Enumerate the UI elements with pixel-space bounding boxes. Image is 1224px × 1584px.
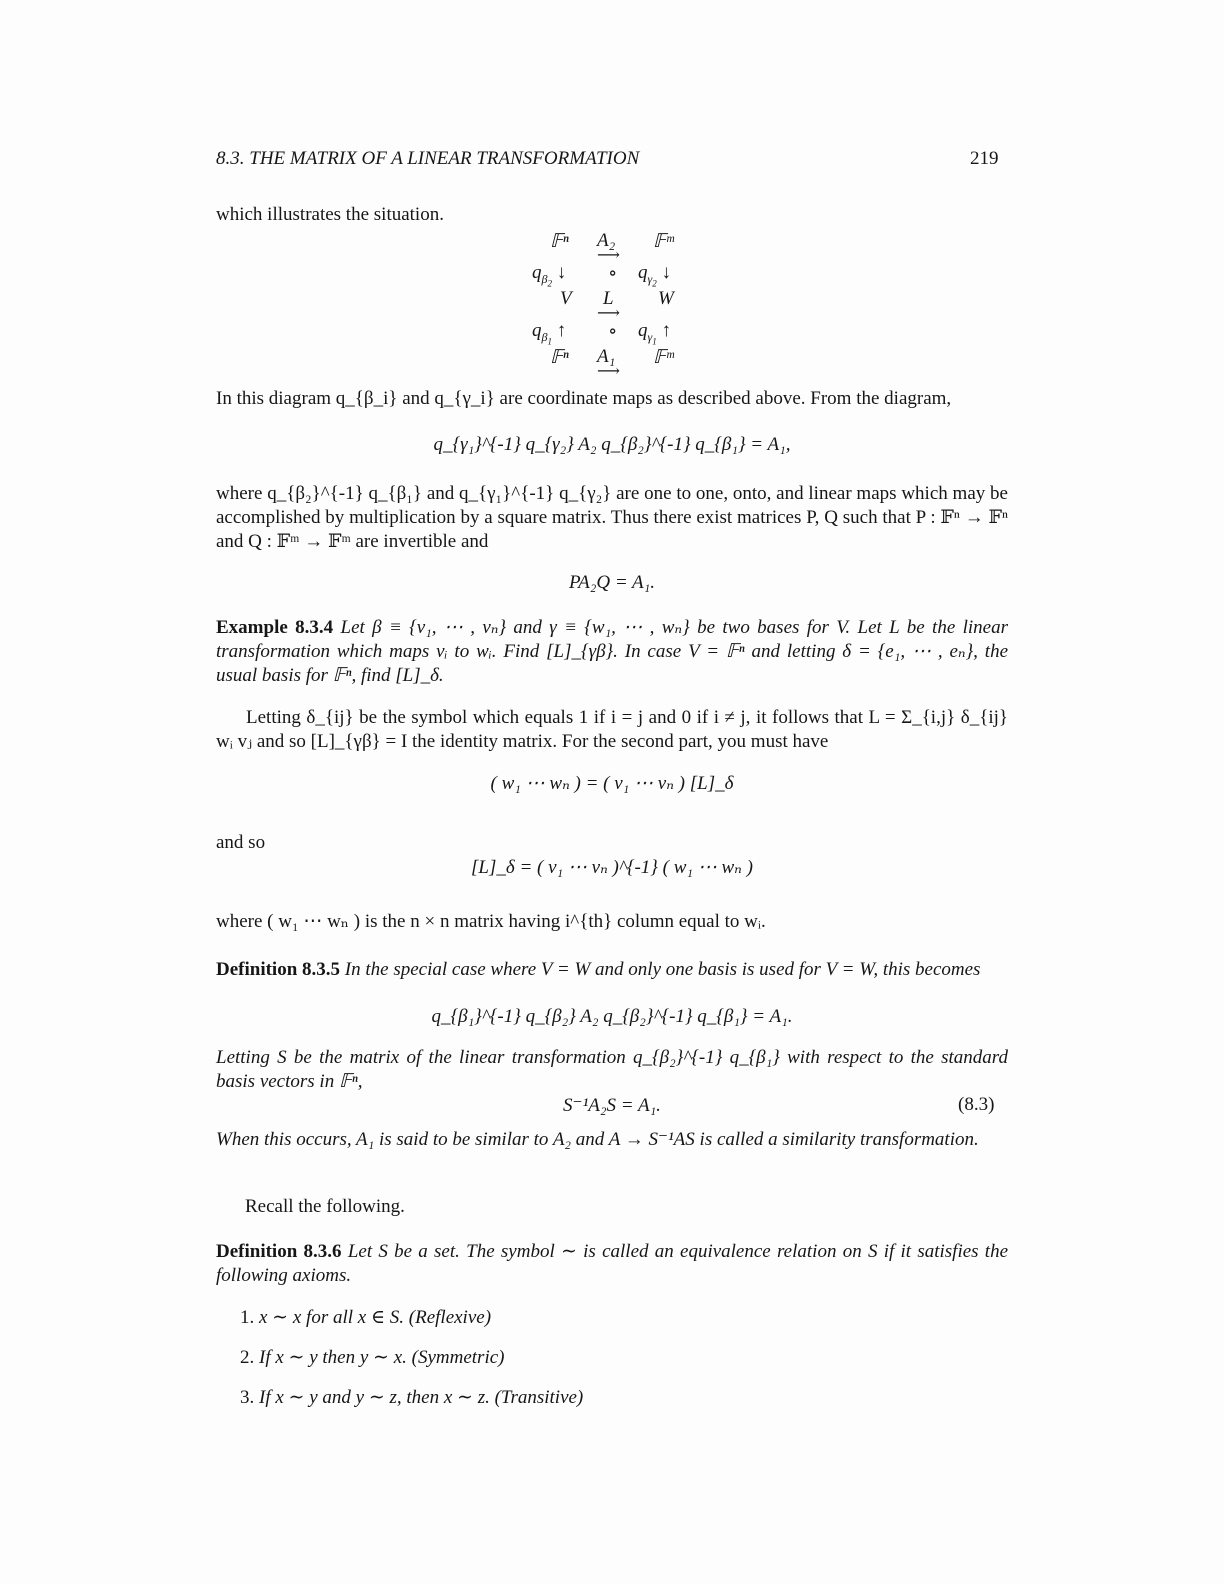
equation-4: [L]_δ = ( v₁ ⋯ vₙ )^{-1} ( w₁ ⋯ wₙ ): [471, 857, 753, 878]
para-coordinate-maps: In this diagram q_{β_i} and q_{γ_i} are coordinate maps as described above. From the diagram,: [216, 388, 952, 409]
commutative-diagram: [520, 226, 710, 386]
axiom-item: 1. x ∼ x for all x ∈ S. (Reflexive): [240, 1307, 492, 1328]
axiom-item: 3. If x ∼ y and y ∼ z, then x ∼ z. (Transitive): [240, 1387, 584, 1408]
definition-835-text: In the special case where V = W and only one basis is used for V = W, this becomes: [344, 959, 981, 980]
intro-text: which illustrates the situation.: [216, 204, 444, 225]
diagram-mid-right: W: [658, 288, 674, 309]
equation-3: ( w₁ ⋯ wₙ ) = ( v₁ ⋯ vₙ ) [L]_δ: [490, 773, 734, 794]
diagram-top-left: 𝔽ⁿ: [550, 231, 569, 252]
definition-8-3-5: [216, 958, 1008, 982]
diagram-bottom-left: 𝔽ⁿ: [550, 347, 569, 368]
diagram-left-up: $q_{\beta_1}$ ↑: [532, 320, 567, 347]
equation-def835: q_{β₁}^{-1} q_{β₂} A₂ q_{β₂}^{-1} q_{β₁} = A₁.: [431, 1006, 793, 1027]
definition-8-3-6: [216, 1240, 1008, 1288]
diagram-bottom-arrow: A₁ ⟶: [597, 346, 620, 380]
diagram-mid-left: V: [560, 288, 572, 309]
diagram-left-down: $q_{\beta_2}$ ↓: [532, 262, 567, 289]
and-so-text: and so: [216, 832, 266, 853]
definition-835-text2: Letting S be the matrix of the linear transformation q_{β₂}^{-1} q_{β₁} with respect to the standard basis vectors in 𝔽ⁿ,: [216, 1047, 1008, 1092]
example-label: Example 8.3.4: [216, 617, 334, 638]
axiom-item: 2. If x ∼ y then y ∼ x. (Symmetric): [240, 1347, 505, 1368]
running-header: 8.3. THE MATRIX OF A LINEAR TRANSFORMATION: [216, 148, 640, 169]
diagram-top-right: 𝔽ᵐ: [653, 231, 674, 252]
definition-836-label: Definition 8.3.6: [216, 1241, 342, 1262]
equation-similarity: S⁻¹A₂S = A₁.: [563, 1095, 661, 1116]
diagram-right-down: $q_{\gamma_2}$ ↓: [638, 262, 671, 289]
diagram-circ-top: ∘: [608, 263, 618, 284]
diagram-circ-bottom: ∘: [608, 321, 618, 342]
diagram-right-up: $q_{\gamma_1}$ ↑: [638, 320, 671, 347]
para-column-matrix: where ( w₁ ⋯ wₙ ) is the n × n matrix having i^{th} column equal to wᵢ.: [216, 911, 766, 932]
equation-number: (8.3): [958, 1094, 995, 1115]
diagram-top-arrow: A₂ ⟶: [597, 230, 620, 264]
definition-835-text3: When this occurs, A₁ is said to be similar to A₂ and A → S⁻¹AS is called a similarity transformation.: [216, 1129, 979, 1150]
example-8-3-4: [216, 616, 1008, 688]
example-text: Let β ≡ {v₁, ⋯ , vₙ} and γ ≡ {w₁, ⋯ , wₙ} be two bases for V. Let L be the linear transformation which maps vᵢ to wᵢ. Find [L]_{γβ}. In case V = 𝔽ⁿ and letting δ = {e₁, ⋯ , eₙ}, the usual basis for 𝔽ⁿ, find [L]_δ.: [216, 617, 1008, 686]
para-invertible-matrices: where q_{β₂}^{-1} q_{β₁} and q_{γ₁}^{-1} q_{γ₂} are one to one, onto, and linear maps which may be accomplished by multiplication by a square matrix. Thus there exist matrices P, Q such that P : 𝔽ⁿ → 𝔽ⁿ and Q : 𝔽ᵐ → 𝔽ᵐ are invertible and: [216, 483, 1008, 552]
equation-2: PA₂Q = A₁.: [568, 572, 656, 593]
page-number: 219: [970, 148, 999, 169]
equation-1: q_{γ₁}^{-1} q_{γ₂} A₂ q_{β₂}^{-1} q_{β₁} = A₁,: [433, 434, 791, 455]
definition-836-text: Let S be a set. The symbol ∼ is called an equivalence relation on S if it satisfies the following axioms.: [216, 1241, 1009, 1286]
recall-text: Recall the following.: [245, 1196, 405, 1217]
diagram-mid-arrow: L ⟶: [597, 288, 620, 322]
diagram-bottom-right: 𝔽ᵐ: [653, 347, 674, 368]
para-identity: Letting δ_{ij} be the symbol which equals 1 if i = j and 0 if i ≠ j, it follows that L = Σ_{i,j} δ_{ij} wᵢ vⱼ and so [L]_{γβ} = I the identity matrix. For the second part, you must have: [216, 707, 1008, 752]
definition-835-label: Definition 8.3.5: [216, 959, 341, 980]
